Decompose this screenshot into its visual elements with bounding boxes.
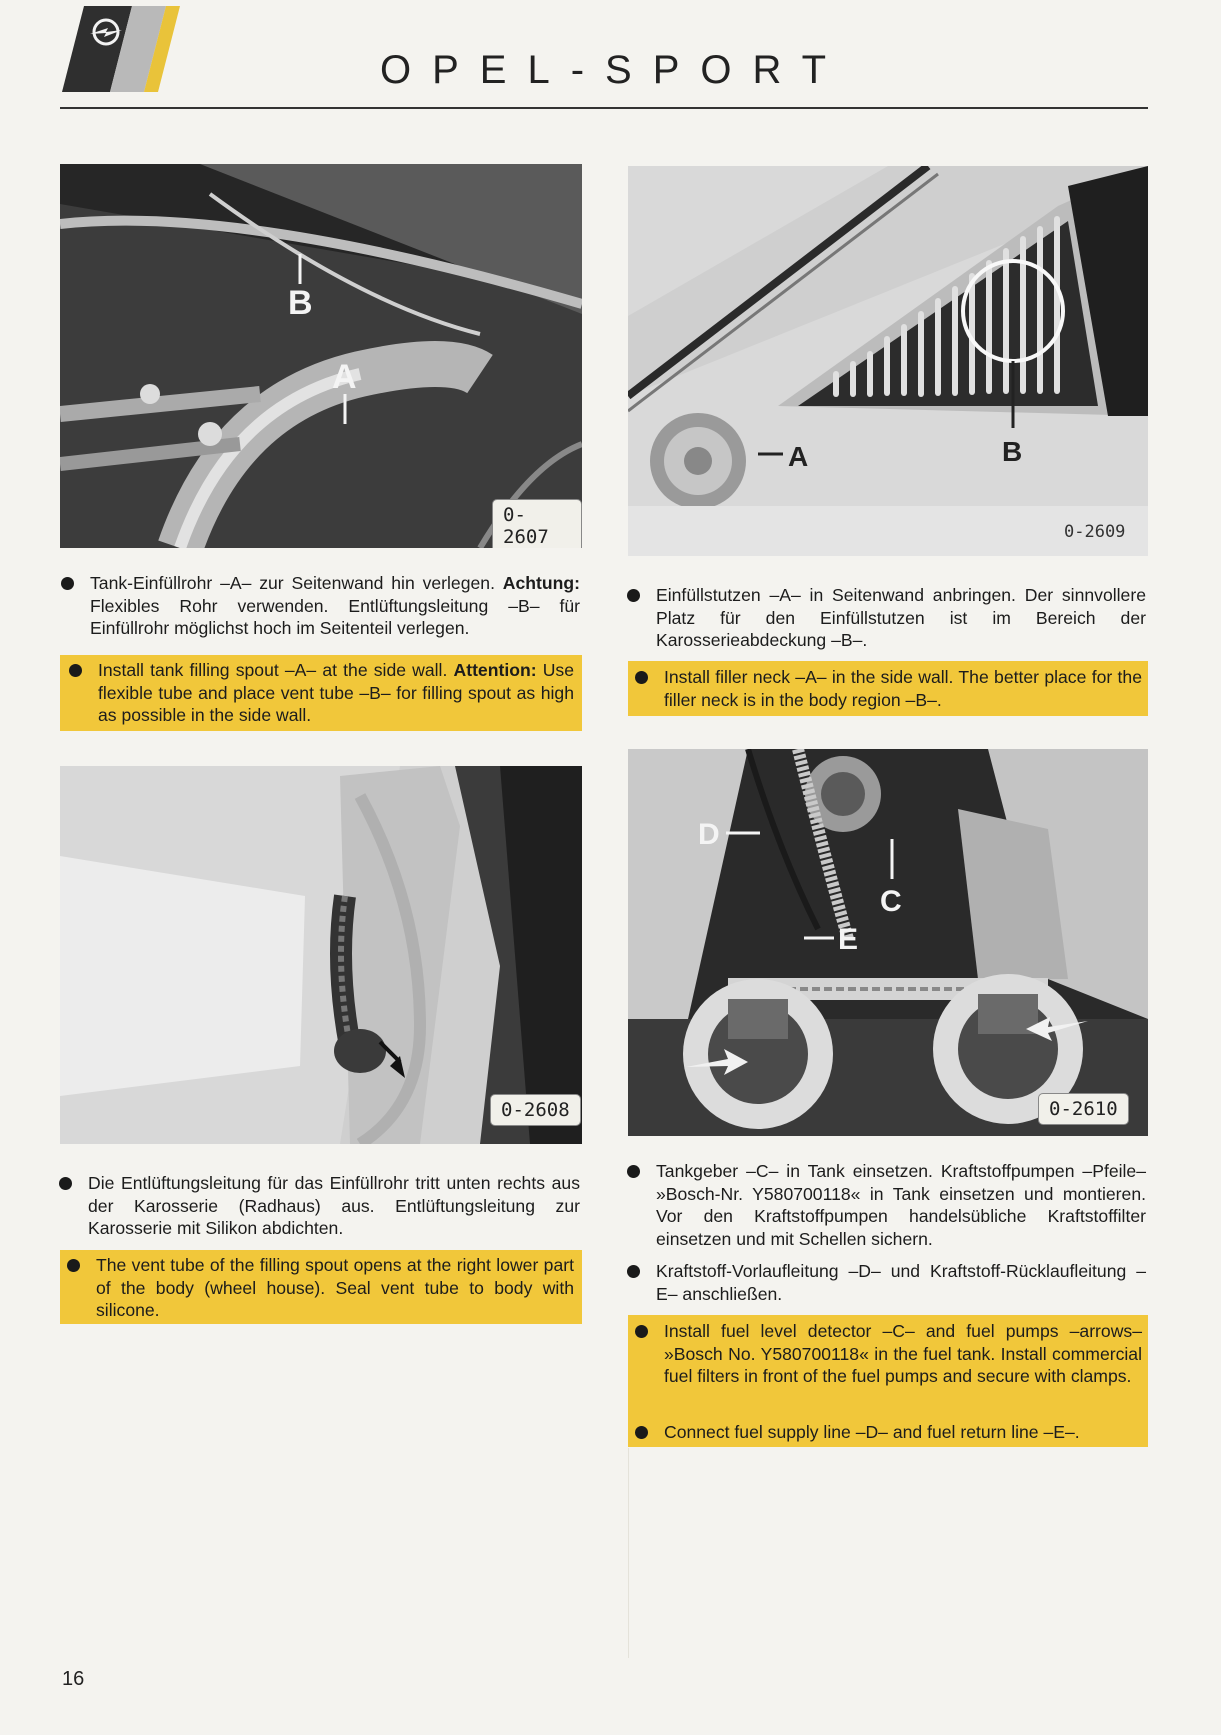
show-through-panel [628, 1448, 1149, 1658]
instruction-en-2: Install filler neck –A– in the side wall. The better place for the filler neck is in the body region –B–. [664, 666, 1142, 711]
instruction-de-1: Tank-Einfüllrohr –A– zur Seitenwand hin verlegen. Achtung: Flexibles Rohr verwenden. Entlüftungsleitung –B– für Einfüllrohr möglichst hoch im Seitenteil verlegen. [90, 572, 580, 640]
figure-1-label-a: A [332, 358, 357, 396]
page-number: 16 [62, 1668, 85, 1690]
figure-4-label-c: C [880, 885, 902, 918]
bullet [635, 1325, 648, 1338]
bullet [635, 671, 648, 684]
instruction-de-3: Die Entlüftungsleitung für das Einfüllrohr tritt unten rechts aus der Karosserie (Radhaus) aus. Entlüftungsleitung zur Karosserie mit Silikon abdichten. [88, 1172, 580, 1240]
instruction-de-4a: Tankgeber –C– in Tank einsetzen. Kraftstoffpumpen –Pfeile– »Bosch-Nr. Y580700118« in Tank einsetzen und montieren. Vor den Kraftstoffpumpen handelsübliche Kraftstoffilter einsetzen und mit Schellen sichern. [656, 1160, 1146, 1250]
page-title: OPEL-SPORT [380, 48, 848, 92]
figure-4-label-d: D [698, 818, 720, 851]
header-divider [60, 107, 1148, 109]
figure-number: 0-2607 [492, 499, 582, 548]
bullet [627, 1165, 640, 1178]
figure-photo-2 [628, 166, 1148, 556]
bullet [69, 664, 82, 677]
instruction-de-4b: Kraftstoff-Vorlaufleitung –D– und Kraftstoff-Rücklaufleitung –E– anschließen. [656, 1260, 1146, 1305]
figure-photo-3 [60, 766, 582, 1144]
figure-1-label-b: B [288, 284, 313, 322]
bullet [61, 577, 74, 590]
instruction-en-4a: Install fuel level detector –C– and fuel pumps –arrows– »Bosch No. Y580700118« in the fuel tank. Install commercial fuel filters in front of the fuel pumps and secure with clamps. [664, 1320, 1142, 1388]
figure-photo-4 [628, 749, 1148, 1136]
figure-number: 0-2610 [1038, 1093, 1129, 1125]
figure-4-label-e: E [838, 923, 859, 956]
figure-2-label-a: A [788, 441, 809, 472]
bullet [627, 1265, 640, 1278]
figure-number: 0-2608 [490, 1094, 581, 1126]
instruction-de-2: Einfüllstutzen –A– in Seitenwand anbringen. Der sinnvollere Platz für den Einfüllstutzen ist im Bereich der Karosserieabdeckung –B–. [656, 584, 1146, 652]
bullet [627, 589, 640, 602]
instruction-en-1: Install tank filling spout –A– at the side wall. Attention: Use flexible tube and place vent tube –B– for filling spout as high as possible in the side wall. [98, 659, 574, 727]
figure-photo-1 [60, 164, 582, 548]
bullet [67, 1259, 80, 1272]
bullet [59, 1177, 72, 1190]
bullet [635, 1426, 648, 1439]
figure-2-label-b: B [1002, 436, 1023, 467]
opel-logo [62, 6, 208, 94]
instruction-en-4b: Connect fuel supply line –D– and fuel return line –E–. [664, 1421, 1142, 1444]
instruction-en-3: The vent tube of the filling spout opens at the right lower part of the body (wheel house). Seal vent tube to body with silicone. [96, 1254, 574, 1322]
figure-number: 0-2609 [1064, 522, 1126, 542]
